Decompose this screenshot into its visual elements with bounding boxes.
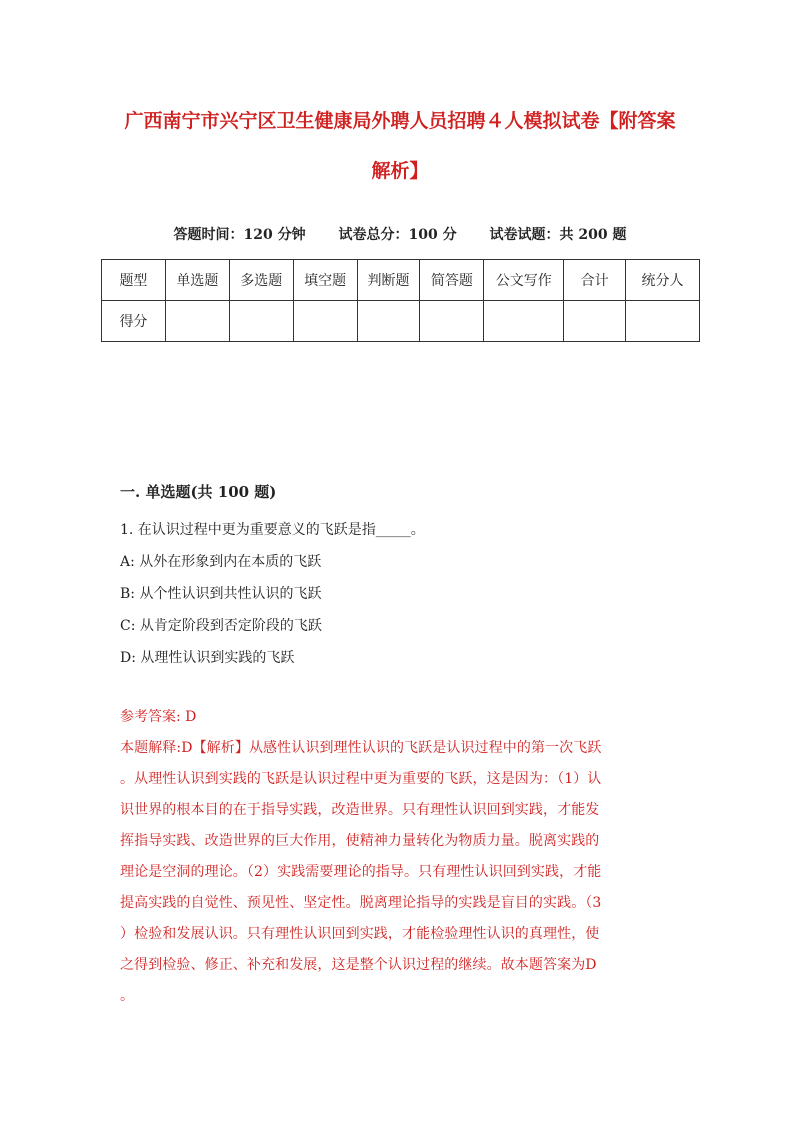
title-line-2: 解析】 <box>371 160 429 182</box>
header-cell: 判断题 <box>357 260 420 301</box>
reference-answer: 参考答案: D <box>120 709 197 725</box>
section-title: 一. 单选题(共 100 题) <box>120 483 277 501</box>
explanation-line: 提高实践的自觉性、预见性、坚定性。脱离理论指导的实践是盲目的实践。（3 <box>120 895 602 911</box>
score-cell[interactable] <box>564 301 626 342</box>
explanation-line: 本题解释:D【解析】从感性认识到理性认识的飞跃是认识过程中的第一次飞跃 <box>120 740 602 756</box>
header-cell: 题型 <box>102 260 166 301</box>
header-cell: 多选题 <box>229 260 293 301</box>
score-table-header-row <box>102 260 700 301</box>
score-table-score-row <box>102 301 700 342</box>
header-cell: 简答题 <box>420 260 484 301</box>
question-block <box>120 514 680 674</box>
explanation-line: ）检验和发展认识。只有理性认识回到实践，才能检验理性认识的真理性，使 <box>120 926 600 942</box>
score-cell[interactable] <box>293 301 357 342</box>
question-stem: 1. 在认识过程中更为重要意义的飞跃是指_____。 <box>120 522 425 538</box>
score-cell[interactable] <box>229 301 293 342</box>
score-table <box>101 259 700 342</box>
explanation-line: 。 <box>120 988 135 1004</box>
answer-block <box>120 705 680 1012</box>
title-line-1: 广西南宁市兴宁区卫生健康局外聘人员招聘４人模拟试卷【附答案 <box>124 110 676 132</box>
header-cell: 单选题 <box>165 260 229 301</box>
option-a: A: 从外在形象到内在本质的飞跃 <box>120 554 322 570</box>
exam-total-score: 试卷总分：100 分 <box>338 227 457 243</box>
option-b: B: 从个性认识到共性认识的飞跃 <box>120 586 322 602</box>
score-cell[interactable] <box>165 301 229 342</box>
exam-question-count: 试卷试题：共 200 题 <box>489 227 627 243</box>
score-cell[interactable] <box>357 301 420 342</box>
explanation-line: 之得到检验、修正、补充和发展，这是整个认识过程的继续。故本题答案为D <box>120 957 597 973</box>
explanation-line: 识世界的根本目的在于指导实践，改造世界。只有理性认识回到实践，才能发 <box>120 802 600 818</box>
header-cell: 合计 <box>564 260 626 301</box>
score-row-label: 得分 <box>102 301 166 342</box>
score-cell[interactable] <box>484 301 564 342</box>
explanation-line: 理论是空洞的理论。（2）实践需要理论的指导。只有理性认识回到实践，才能 <box>120 864 602 880</box>
score-cell[interactable] <box>420 301 484 342</box>
header-cell: 统分人 <box>626 260 700 301</box>
document-title <box>100 96 700 196</box>
header-cell: 填空题 <box>293 260 357 301</box>
option-c: C: 从肯定阶段到否定阶段的飞跃 <box>120 618 322 634</box>
explanation <box>120 733 680 1012</box>
option-d: D: 从理性认识到实践的飞跃 <box>120 650 295 666</box>
explanation-line: 。从理性认识到实践的飞跃是认识过程中更为重要的飞跃，这是因为：（1）认 <box>120 771 602 787</box>
score-cell[interactable] <box>626 301 700 342</box>
exam-time: 答题时间：120 分钟 <box>173 227 306 243</box>
exam-info <box>0 224 800 244</box>
header-cell: 公文写作 <box>484 260 564 301</box>
explanation-line: 挥指导实践、改造世界的巨大作用，使精神力量转化为物质力量。脱离实践的 <box>120 833 600 849</box>
